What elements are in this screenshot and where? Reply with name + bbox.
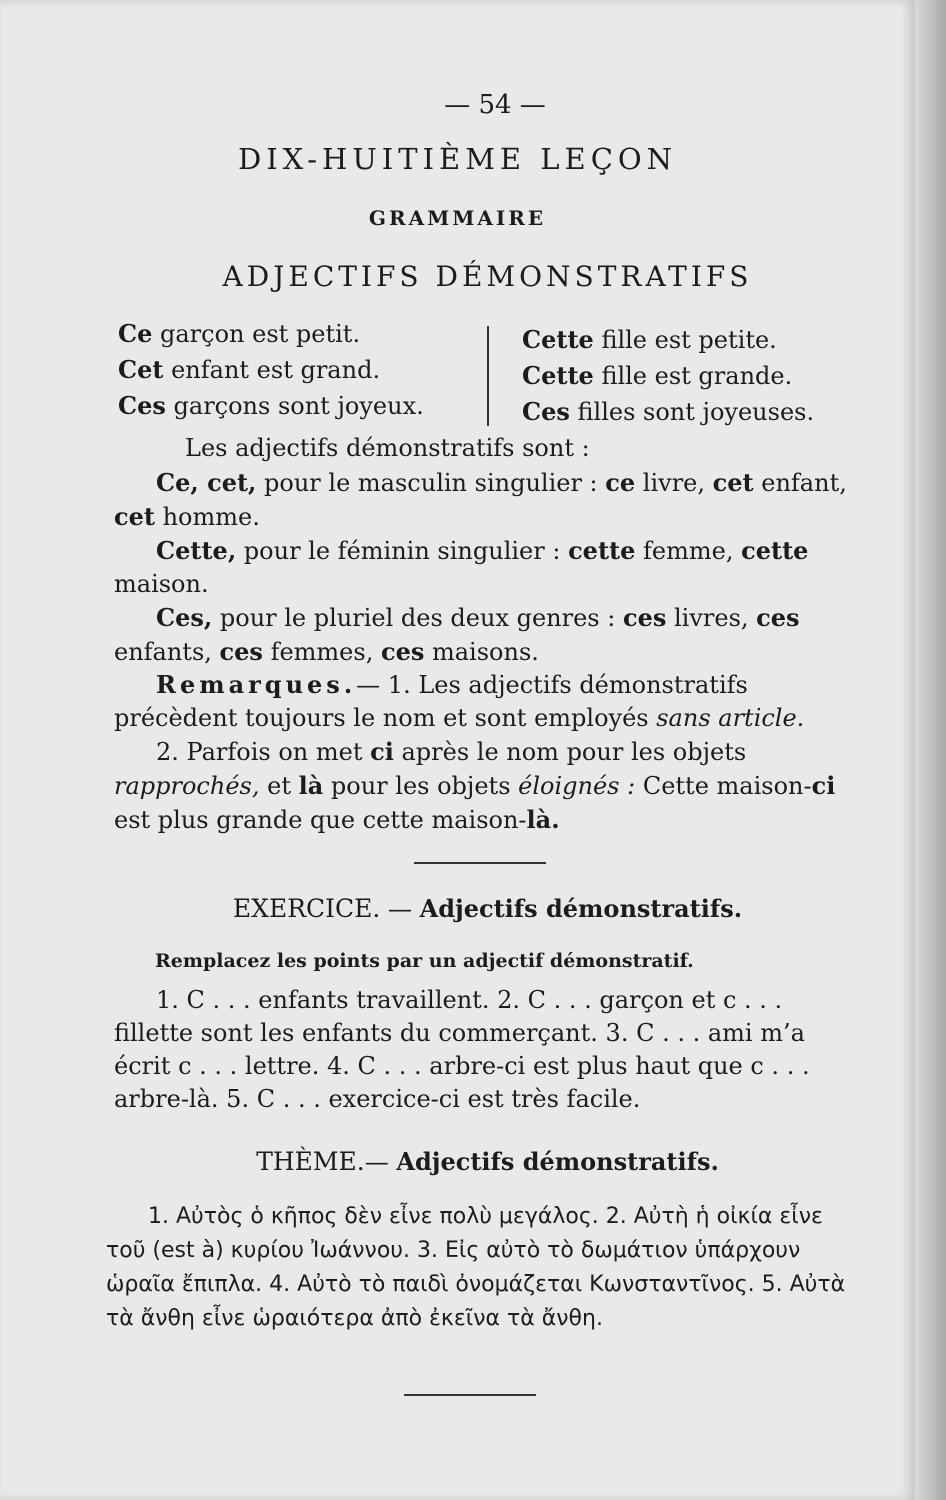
page-number: — 54 — [444, 90, 546, 120]
section-label: GRAMMAIRE [368, 206, 547, 230]
exercise-text: 1. C . . . enfants travaillent. 2. C . . . garçon et c . . . fillette sont les enfants du commerçant. 3. C . . . ami m’a écrit c . . . lettre. 4. C . . . arbre-ci est plus haut que c . . . arbre-là. 5. C . . . exercice-ci est très facile. [114, 986, 810, 1113]
remarques-label: Remarques. [156, 670, 357, 699]
theme-text: 1. Αὐτὸς ὁ κῆπος δὲν εἶνε πολὺ μεγάλος. 2. Αὐτὴ ἡ οἰκία εἶνε τοῦ (est à) κυρίου Ἰωάννου. 3. Εἰς αὐτὸ τὸ δωμάτιον ὑπάρχουν ὡραῖα ἔπιπλα. 4. Αὐτὸ τὸ παιδὶ ὀνομάζεται Κωνσταντῖνος. 5. Αὐτὰ τὰ ἄνθη εἶνε ὡραιότερα ἀπὸ ἐκεῖνα τὰ ἄνθη. [106, 1204, 846, 1331]
rule-plural: Ces, pour le pluriel des deux genres : ces livres, ces enfants, ces femmes, ces maisons. [114, 603, 800, 666]
remarque-2: 2. Parfois on met ci après le nom pour les objets rapprochés, et là pour les objets éloignés : Cette maison-ci est plus grande que cette maison-là. [114, 737, 836, 834]
determiner: Ce [118, 319, 153, 348]
example-line [118, 316, 424, 352]
determiner: Ces [118, 391, 166, 420]
determiner: Cette [522, 325, 594, 354]
example-text: fille est petite. [593, 326, 777, 354]
end-rule [404, 1394, 536, 1396]
example-text: enfant est grand. [163, 356, 381, 384]
example-text: filles sont joyeuses. [569, 398, 815, 426]
exercise-instruction: Remplacez les points par un adjectif démonstratif. [155, 950, 694, 972]
exercise-heading: EXERCICE. — Adjectifs démonstratifs. [232, 894, 743, 923]
page-edge [915, 0, 946, 1500]
example-line [522, 394, 814, 430]
remarque-1: Remarques.— 1. Les adjectifs démonstratifs précèdent toujours le nom et sont employés sans article. [114, 670, 805, 732]
examples-masculine [118, 316, 424, 424]
subtitle: ADJECTIFS DÉMONSTRATIFS [222, 260, 753, 293]
rule-masculine: Ce, cet, pour le masculin singulier : ce livre, cet enfant, cet homme. [114, 468, 847, 531]
example-line [118, 352, 424, 388]
lesson-title: DIX-HUITIÈME LEÇON [237, 142, 678, 176]
determiner: Cette [522, 361, 594, 390]
determiner: Cet [118, 355, 164, 384]
determiner: Ces [522, 397, 570, 426]
example-text: garçon est petit. [152, 320, 361, 348]
example-line [522, 358, 814, 394]
theme-heading: THÈME.— Adjectifs démonstratifs. [256, 1147, 719, 1176]
example-text: garçons sont joyeux. [165, 392, 424, 420]
section-rule [414, 862, 546, 864]
example-line [522, 322, 814, 358]
example-line [118, 388, 424, 424]
intro-text: Les adjectifs démonstratifs sont : [185, 434, 590, 462]
rule-feminine: Cette, pour le féminin singulier : cette femme, cette maison. [114, 536, 809, 598]
column-divider [487, 326, 489, 426]
examples-feminine [522, 322, 814, 430]
example-text: fille est grande. [593, 362, 793, 390]
